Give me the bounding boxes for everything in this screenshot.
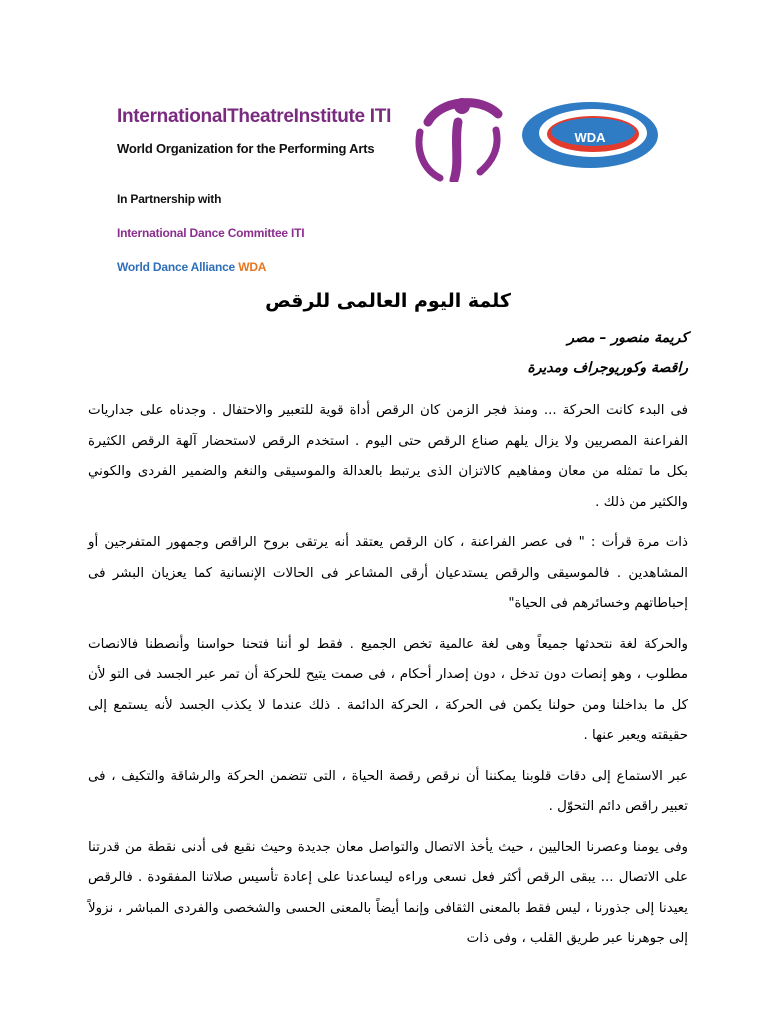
iti-logo-icon: [410, 92, 510, 182]
author-line: كريمة منصور – مصر: [567, 330, 688, 346]
org-name: InternationalTheatreInstitute ITI: [117, 106, 392, 127]
letterhead: [0, 0, 768, 290]
document-body: [88, 282, 688, 965]
paragraph: عبر الاستماع إلى دقات قلوبنا يمكننا أن نرقص رقصة الحياة ، التى تتضمن الحركة والرشاقة والتكيف ، فى تعبير راقص دائم التحوّل .: [88, 768, 688, 814]
page-title: كلمة اليوم العالمى للرقص: [265, 290, 511, 312]
paragraph: فى البدء كانت الحركة ... ومنذ فجر الزمن كان الرقص أداة قوية للتعبير والاحتفال . وجدناه على جداريات الفراعنة المصريين ولا يزال يلهم صناع الرقص حتى اليوم . استخدم الرقص لاستحضار آلهة الرقص الكثيرة بكل ما تمثله من معان ومفاهيم كالاتزان الذى يرتبط بالعدالة والموسيقى والنغم والضمير الفردى والكوني والكثير من ذلك .: [88, 403, 688, 510]
wda-label: [117, 260, 266, 274]
wda-prefix: World Dance Alliance: [117, 260, 236, 274]
paragraph: وفى يومنا وعصرنا الحاليين ، حيث يأخذ الاتصال والتواصل معان جديدة وحيث نقبع فى أدنى نقطة من قدرتنا على الاتصال ... يبقى الرقص أكثر فعل نسعى وراءه ليساعدنا على إعادة تأسيس صلاتنا المفقودة . فالرقص يعيدنا إلى جذورنا ، ليس فقط بالمعنى الثقافى وإنما أيضاً بالمعنى الحسى والشخصى والفردى المباشر ، نزولاً إلى جوهرنا عبر طريق القلب ، وفى ذات: [88, 839, 688, 946]
wda-logo: [520, 100, 660, 170]
wda-suffix: WDA: [238, 260, 267, 274]
org-subtitle: World Organization for the Performing Arts: [117, 141, 375, 156]
dance-committee-label: International Dance Committee ITI: [117, 226, 305, 240]
author-role: راقصة وكوريوجراف ومديرة: [527, 360, 688, 376]
wda-logo-text: WDA: [574, 129, 606, 145]
paragraph: ذات مرة قرأت : " فى عصر الفراعنة ، كان الرقص يعتقد أنه يرتقى بروح الراقص وجمهور المتفرجين أو المشاهدين . فالموسيقى والرقص يستدعيان أرقى المشاعر فى الحالات الإنسانية كما يعزيان البشر فى إحباطاتهم وخسائرهم فى الحياة": [88, 535, 688, 611]
paragraph: والحركة لغة نتحدثها جميعاً وهى لغة عالمية تخص الجميع . فقط لو أننا فتحنا حواسنا وأنصطنا فالانصات مطلوب ، وهو إنصات دون تدخل ، دون إصدار أحكام ، فى صمت يتيح للحركة أن تمر عبر الجسد فى التو لأن كل ما بداخلنا ومن حولنا يكمن فى الحركة ، الحركة الدائمة . ذلك عندما لا يكذب الجسد لأنه يستمع إلى حقيقته ويعبر عنها .: [88, 636, 688, 743]
partnership-label: In Partnership with: [117, 192, 222, 206]
